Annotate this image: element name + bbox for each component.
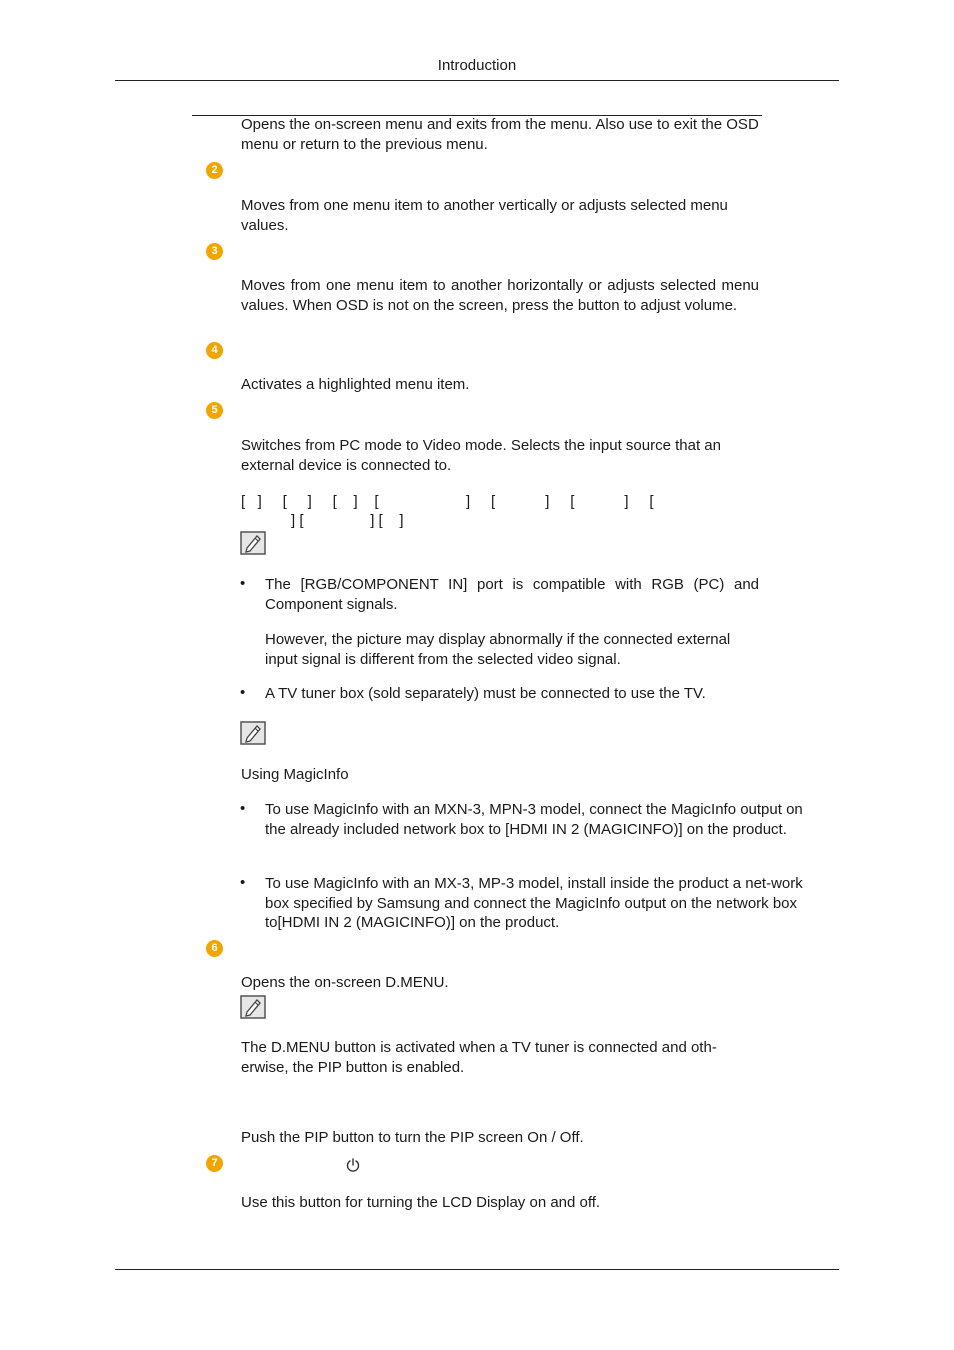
magicinfo-bullet-2: To use MagicInfo with an MX-3, MP-3 model, install inside the product a net-work box specified by Samsung and connect the MagicInfo output on the network box to[HDMI IN 2 (MAGICINFO)] on the product. <box>265 875 803 931</box>
magicinfo-title: Using MagicInfo <box>241 766 349 783</box>
source-list-line-2: ] [ ] [ ] <box>241 512 404 529</box>
note-icon <box>240 721 266 745</box>
note1-bullet-2: A TV tuner box (sold separately) must be connected to use the TV. <box>265 685 706 702</box>
leftright-description: Moves from one menu item to another horizontally or adjusts selected menu values. When OSD is not on the screen, press the button to adjust volume. <box>241 277 759 314</box>
item-badge-2: 2 <box>206 162 223 179</box>
item-badge-4: 4 <box>206 342 223 359</box>
header-rule <box>115 80 839 81</box>
bullet-dot: • <box>240 575 246 592</box>
power-description: Use this button for turning the LCD Display on and off. <box>241 1194 601 1211</box>
magicinfo-bullet-1: To use MagicInfo with an MXN-3, MPN-3 model, connect the MagicInfo output on the already included network box to [HDMI IN 2 (MAGICINFO)] on the product. <box>265 801 803 838</box>
note-icon <box>240 531 266 555</box>
pip-description: Push the PIP button to turn the PIP screen On / Off. <box>241 1129 584 1146</box>
power-icon <box>345 1157 361 1173</box>
item-badge-7: 7 <box>206 1155 223 1172</box>
enter-description: Activates a highlighted menu item. <box>241 376 470 393</box>
bullet-dot: • <box>240 874 246 891</box>
dmenu-note: The D.MENU button is activated when a TV tuner is connected and oth-erwise, the PIP button is enabled. <box>241 1039 717 1076</box>
updown-description: Moves from one menu item to another vertically or adjusts selected menu values. <box>241 197 728 234</box>
bullet-dot: • <box>240 800 246 817</box>
item-badge-6: 6 <box>206 940 223 957</box>
menu-description: Opens the on-screen menu and exits from the menu. Also use to exit the OSD menu or return to the previous menu. <box>241 116 759 153</box>
note1-bullet-1: The [RGB/COMPONENT IN] port is compatible with RGB (PC) and Component signals. <box>265 576 759 613</box>
dmenu-description: Opens the on-screen D.MENU. <box>241 974 449 991</box>
source-list-line-1: [ ] [ ] [ ] [ ] [ ] [ ] [ <box>241 493 654 510</box>
bullet-dot: • <box>240 684 246 701</box>
item-badge-3: 3 <box>206 243 223 260</box>
item-badge-5: 5 <box>206 402 223 419</box>
note-icon <box>240 995 266 1019</box>
source-description: Switches from PC mode to Video mode. Selects the input source that an external device is connected to. <box>241 437 721 474</box>
note1-subtext: However, the picture may display abnormally if the connected external input signal is different from the selected video signal. <box>265 631 731 668</box>
header-title: Introduction <box>437 57 517 74</box>
footer-rule <box>115 1269 839 1270</box>
